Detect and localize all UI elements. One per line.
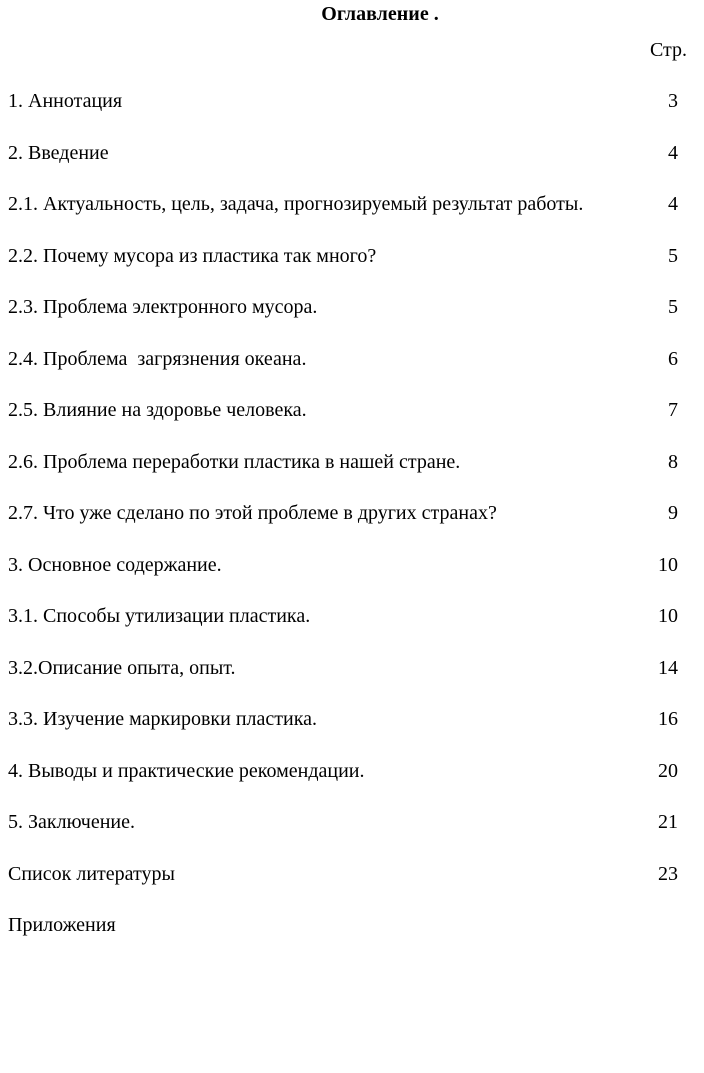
toc-entry bbox=[8, 190, 686, 242]
toc-entry-page: 4 bbox=[668, 141, 678, 164]
page-column-header: Стр. bbox=[649, 39, 687, 61]
toc-entry-label: 1. Аннотация bbox=[8, 90, 123, 112]
toc-entry-page: 8 bbox=[668, 450, 678, 473]
toc-entry bbox=[8, 808, 686, 860]
toc-entry-label: 2.4. Проблема загрязнения океана. bbox=[8, 347, 307, 370]
toc-entry bbox=[8, 242, 686, 294]
toc-entry bbox=[8, 448, 686, 500]
toc-entry-page: 16 bbox=[658, 708, 678, 730]
toc-entry-page: 6 bbox=[668, 347, 678, 370]
toc-entry bbox=[8, 551, 686, 603]
toc-entry-page: 14 bbox=[658, 656, 678, 679]
toc-entry bbox=[8, 602, 686, 654]
toc-entry-label: Список литературы bbox=[8, 862, 175, 885]
toc-entry-label: 5. Заключение. bbox=[8, 811, 135, 833]
toc-entry bbox=[8, 293, 686, 345]
toc-entry bbox=[8, 654, 686, 706]
toc-entry-page: 10 bbox=[658, 605, 678, 627]
toc-entry-page: 20 bbox=[658, 759, 678, 782]
toc-entry bbox=[8, 345, 686, 397]
toc-entry-label: 2.5. Влияние на здоровье человека. bbox=[8, 399, 307, 421]
toc-entry-label: 2.2. Почему мусора из пластика так много? bbox=[8, 244, 377, 267]
toc-entry-page: 9 bbox=[668, 502, 678, 524]
toc-entry bbox=[8, 860, 686, 912]
toc-entry-page: 4 bbox=[668, 193, 678, 215]
toc-entry-label: 3. Основное содержание. bbox=[8, 553, 222, 576]
toc-entry-label: 3.3. Изучение маркировки пластика. bbox=[8, 708, 317, 730]
table-of-contents bbox=[8, 87, 686, 963]
toc-entry-page: 5 bbox=[668, 244, 678, 267]
toc-entry-page: 23 bbox=[658, 862, 678, 885]
toc-entry bbox=[8, 757, 686, 809]
toc-entry-label: 2.1. Актуальность, цель, задача, прогнозируемый результат работы. bbox=[8, 193, 584, 215]
toc-entry-label: Приложения bbox=[8, 914, 116, 936]
toc-entry-label: 2. Введение bbox=[8, 141, 109, 164]
toc-entry-label: 2.3. Проблема электронного мусора. bbox=[8, 296, 318, 318]
toc-entry-label: 2.7. Что уже сделано по этой проблеме в других странах? bbox=[8, 502, 497, 524]
toc-entry bbox=[8, 911, 686, 963]
toc-entry bbox=[8, 499, 686, 551]
toc-entry-label: 3.2.Описание опыта, опыт. bbox=[8, 656, 236, 679]
toc-entry bbox=[8, 87, 686, 139]
toc-entry bbox=[8, 139, 686, 191]
toc-entry-page: 10 bbox=[658, 553, 678, 576]
document-title: Оглавление . bbox=[321, 3, 439, 25]
toc-entry-page: 5 bbox=[668, 296, 678, 318]
toc-entry bbox=[8, 396, 686, 448]
toc-entry-label: 4. Выводы и практические рекомендации. bbox=[8, 759, 365, 782]
toc-entry bbox=[8, 705, 686, 757]
toc-entry-label: 2.6. Проблема переработки пластика в нашей стране. bbox=[8, 450, 461, 473]
toc-entry-page: 21 bbox=[658, 811, 678, 833]
toc-entry-label: 3.1. Способы утилизации пластика. bbox=[8, 605, 311, 627]
toc-entry-page: 7 bbox=[668, 399, 678, 421]
toc-entry-page: 3 bbox=[668, 90, 678, 112]
